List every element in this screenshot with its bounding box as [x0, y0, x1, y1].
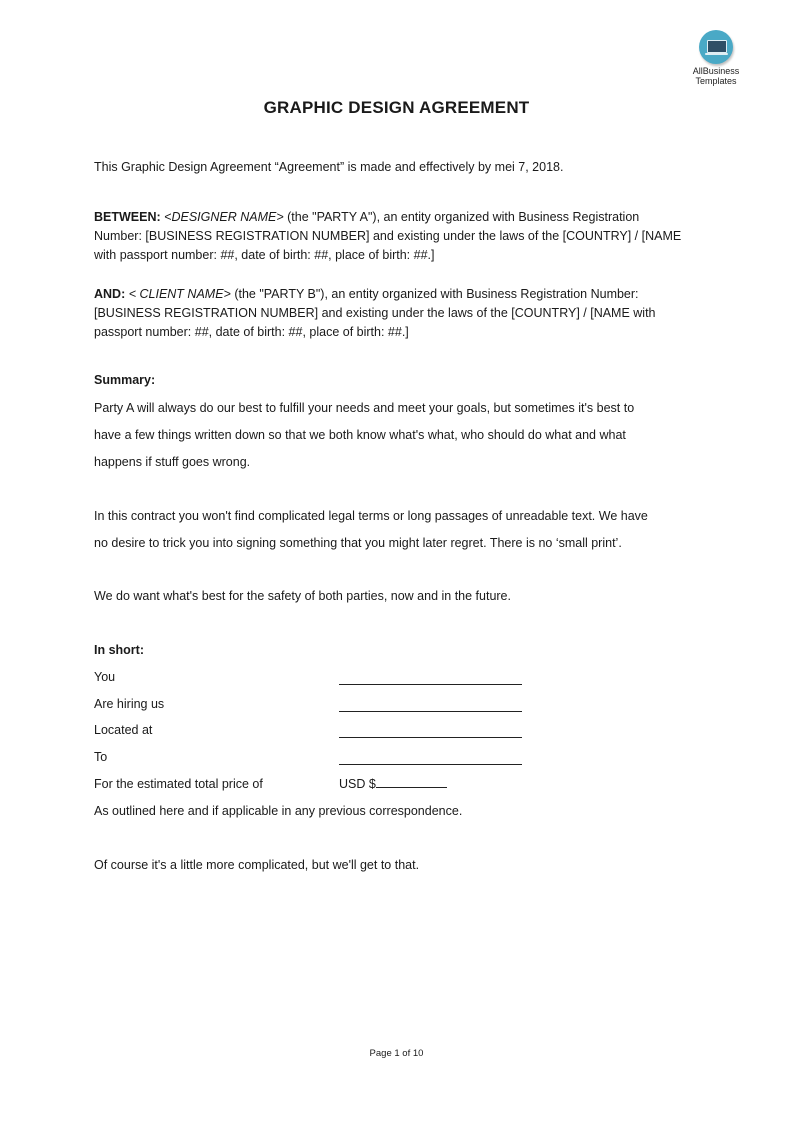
usd-blank-line[interactable] [376, 776, 447, 788]
and-line-2: [BUSINESS REGISTRATION NUMBER] and existing under the laws of the [COUNTRY] / [NAME with [94, 306, 656, 320]
logo-line-2: Templates [695, 76, 737, 86]
logo-line-1: AllBusiness [692, 66, 740, 76]
contract-paragraph [94, 503, 704, 557]
laptop-icon [699, 30, 733, 64]
and-label: AND: [94, 287, 126, 301]
located-label: Located at [94, 723, 153, 737]
logo-text [684, 66, 748, 86]
usd-label: USD $ [339, 777, 376, 791]
summary-heading [94, 371, 704, 390]
you-label: You [94, 670, 116, 684]
safety-paragraph: We do want what's best for the safety of both parties, now and in the future. [94, 589, 511, 603]
between-line-3: with passport number: ##, date of birth: ##, place of birth: ##.] [94, 248, 435, 262]
between-text-1: (the "PARTY A"), an entity organized with Business Registration [283, 210, 640, 224]
usd-field [339, 776, 447, 792]
document-title: GRAPHIC DESIGN AGREEMENT [263, 98, 530, 117]
in-short-heading [94, 642, 144, 658]
closing-text: Of course it's a little more complicated, but we'll get to that. [94, 858, 420, 872]
summary-heading-text: Summary: [94, 373, 156, 387]
outlined-text: As outlined here and if applicable in any previous correspondence. [94, 804, 463, 818]
allbusiness-logo [684, 30, 748, 86]
summary-line-2: have a few things written down so that we both know what's what, who should do what and what [94, 428, 626, 442]
located-blank-line[interactable] [339, 725, 522, 738]
and-text-1: (the "PARTY B"), an entity organized with Business Registration Number: [230, 287, 639, 301]
in-short-heading-text: In short: [94, 643, 144, 657]
page-number: Page 1 of 10 [369, 1048, 424, 1059]
between-label: BETWEEN: [94, 210, 161, 224]
hiring-label: Are hiring us [94, 697, 165, 711]
contract-line-2: no desire to trick you into signing something that you might later regret. There is no ‘small print’. [94, 536, 622, 550]
client-name-placeholder: < CLIENT NAME> [125, 287, 231, 301]
between-line-2: Number: [BUSINESS REGISTRATION NUMBER] and existing under the laws of the [COUNTRY] / [NAME [94, 229, 682, 243]
hiring-blank-line[interactable] [339, 699, 522, 712]
between-line-1 [94, 208, 704, 227]
summary-line-3: happens if stuff goes wrong. [94, 455, 251, 469]
you-blank-line[interactable] [339, 672, 522, 685]
summary-line-1: Party A will always do our best to fulfill your needs and meet your goals, but sometimes it's best to [94, 401, 635, 415]
to-blank-line[interactable] [339, 752, 522, 765]
summary-paragraph [94, 395, 704, 476]
contract-line-1: In this contract you won't find complicated legal terms or long passages of unreadable text. We have [94, 509, 648, 523]
to-label: To [94, 750, 108, 764]
designer-name-placeholder: <DESIGNER NAME> [164, 210, 284, 224]
and-line-3: passport number: ##, date of birth: ##, place of birth: ##.] [94, 325, 409, 339]
and-paragraph [94, 285, 704, 342]
and-line-1 [94, 285, 704, 304]
intro-paragraph: This Graphic Design Agreement “Agreement” is made and effectively by mei 7, 2018. [94, 160, 564, 174]
between-paragraph [94, 208, 704, 265]
price-label: For the estimated total price of [94, 777, 263, 791]
